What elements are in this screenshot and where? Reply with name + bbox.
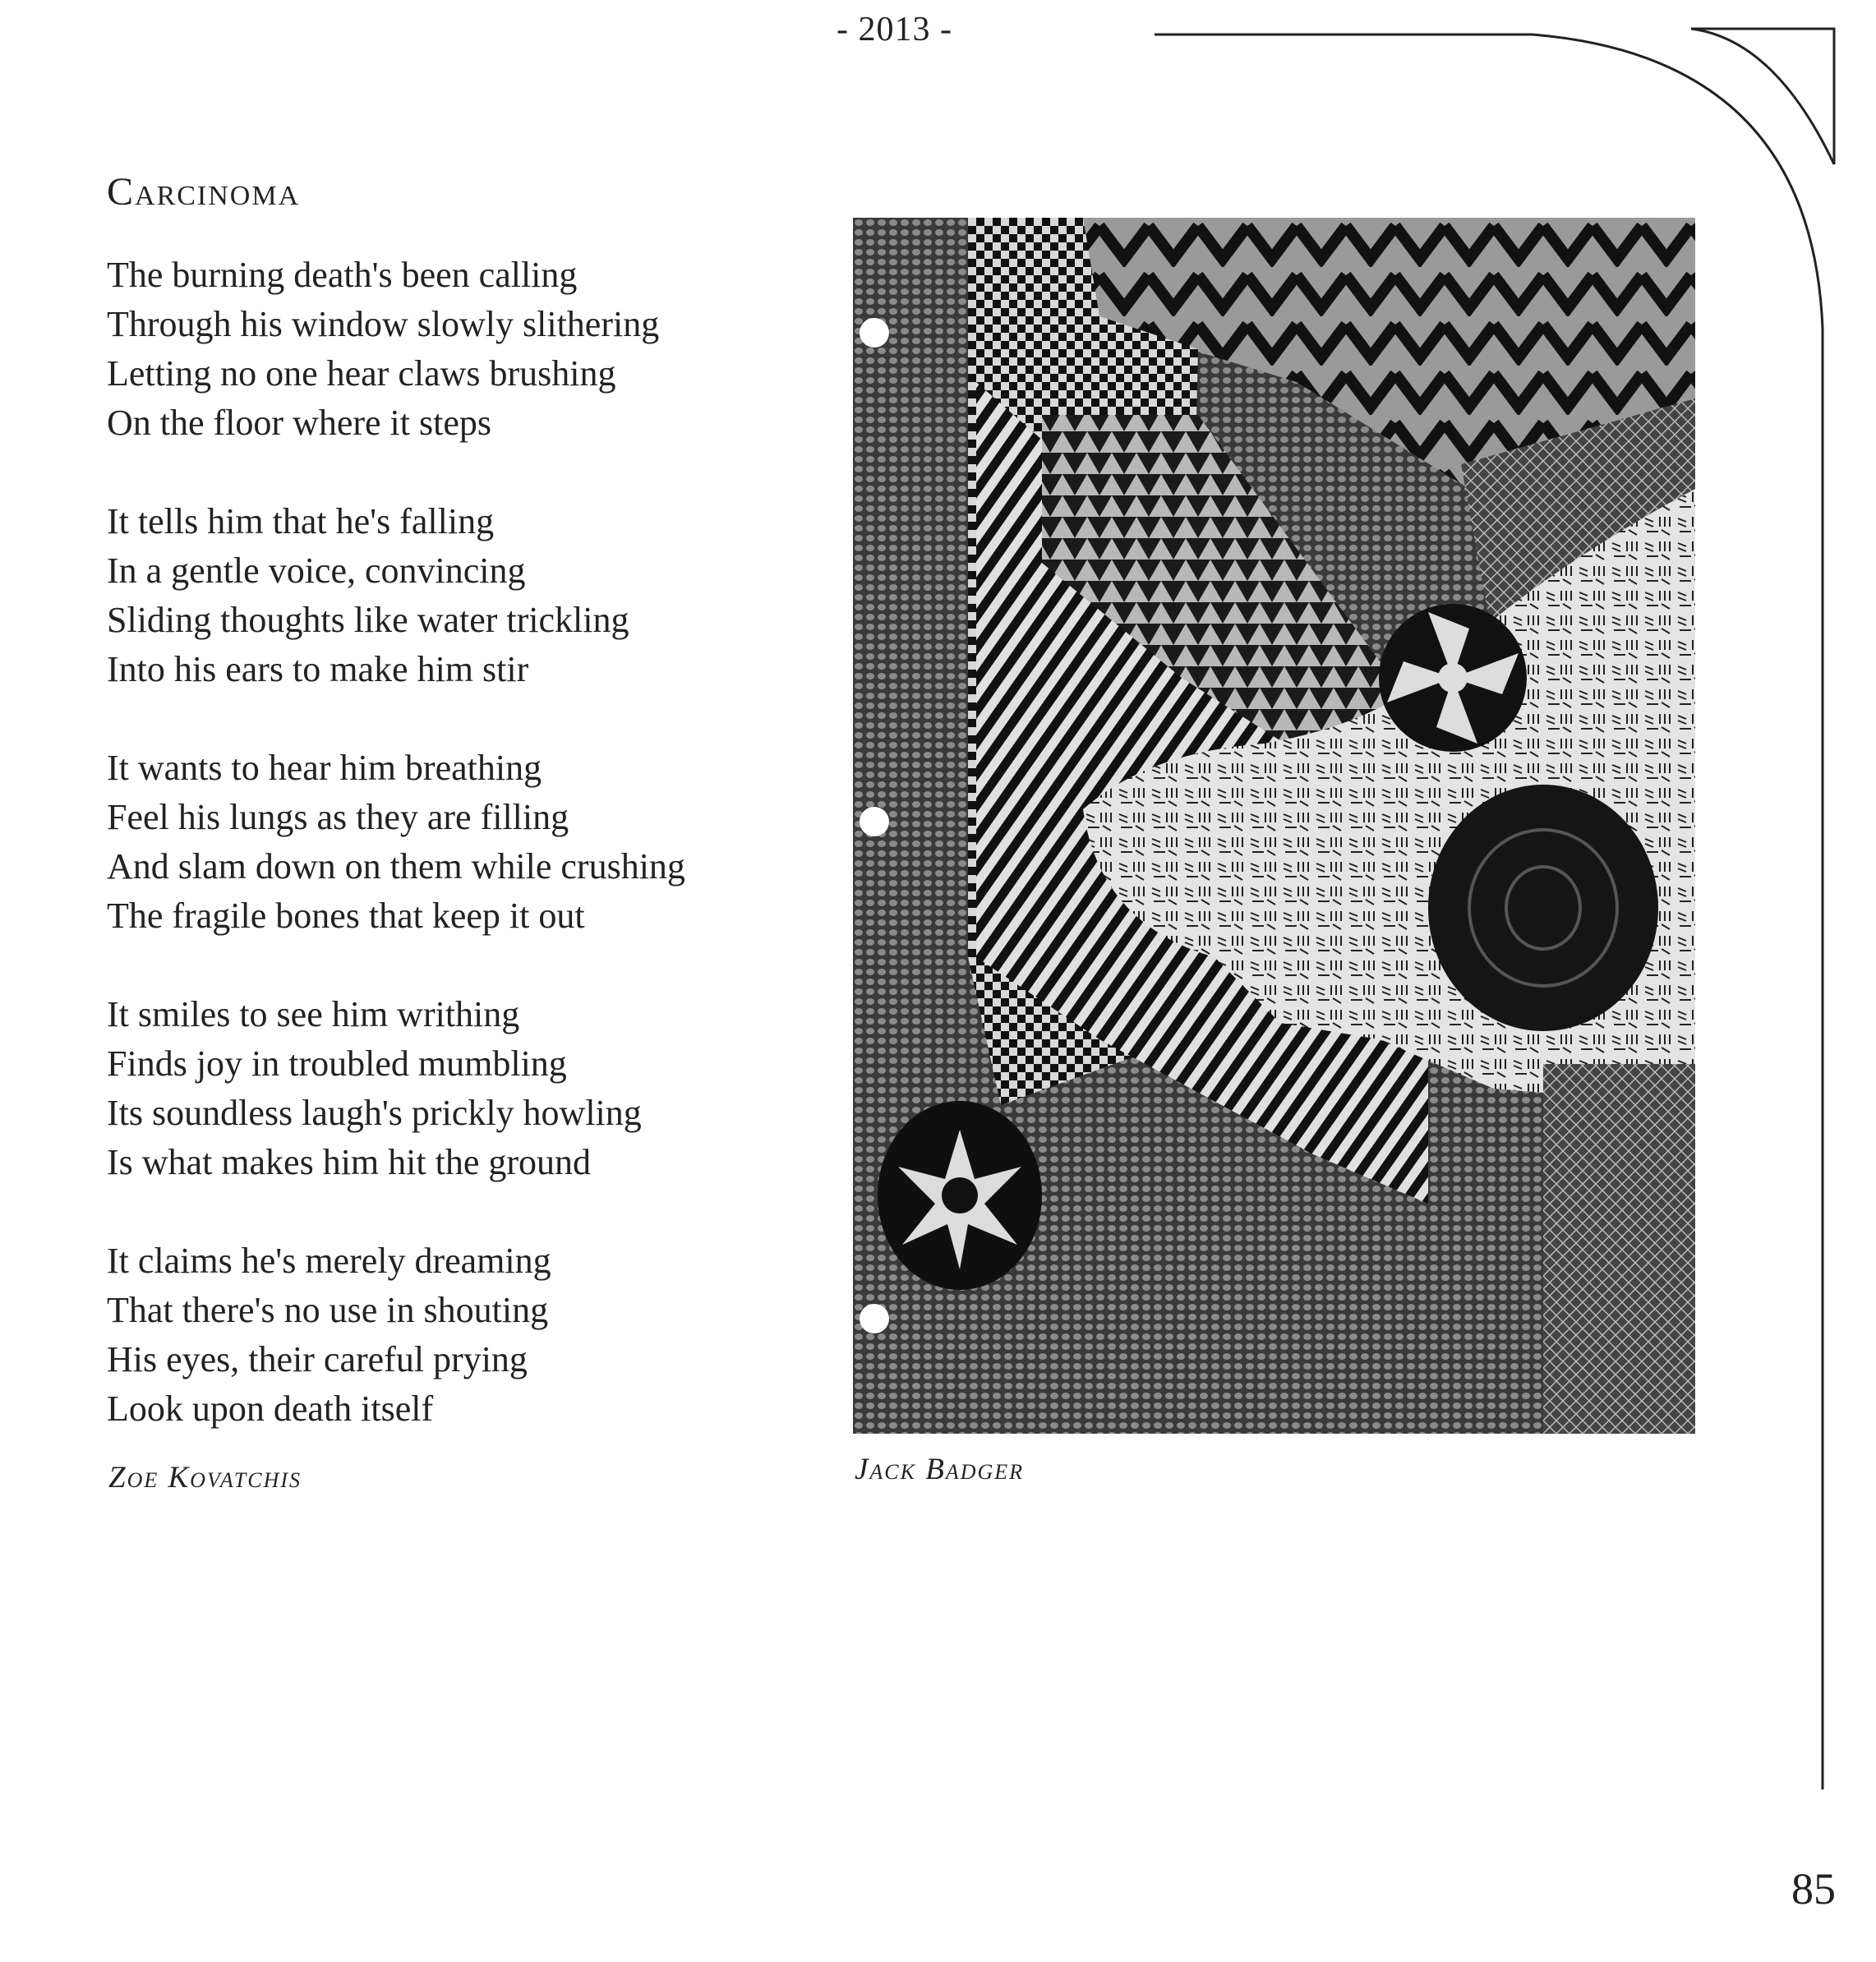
poem-line: On the floor where it steps <box>107 403 491 443</box>
poem-line: And slam down on them while crushing <box>107 846 685 887</box>
poem-line: Through his window slowly slithering <box>107 304 660 344</box>
poem-line: It smiles to see him writhing <box>107 994 520 1034</box>
poem-line: The fragile bones that keep it out <box>107 896 585 936</box>
stanza <box>107 497 846 694</box>
poem-line: In a gentle voice, convincing <box>107 550 526 591</box>
poem-author: Zoe Kovatchis <box>108 1461 302 1495</box>
page-number: 85 <box>1791 1864 1836 1914</box>
artwork-image <box>853 218 1695 1434</box>
poem-line: Look upon death itself <box>107 1389 434 1429</box>
poem-line: Into his ears to make him stir <box>107 649 529 689</box>
stanza <box>107 744 846 941</box>
poem-line: Finds joy in troubled mumbling <box>107 1043 567 1084</box>
stanza <box>107 1237 846 1434</box>
poem-line: Is what makes him hit the ground <box>107 1142 592 1182</box>
poem-line: Letting no one hear claws brushing <box>107 353 616 394</box>
poem-line: Sliding thoughts like water trickling <box>107 600 629 640</box>
poem-line: Feel his lungs as they are filling <box>107 797 569 837</box>
ink-pattern-drawing-icon <box>853 218 1695 1434</box>
poem-line: That there's no use in shouting <box>107 1290 549 1330</box>
poem-line: Its soundless laugh's prickly howling <box>107 1093 642 1133</box>
poem-title: Carcinoma <box>107 170 301 214</box>
artwork-artist: Jack Badger <box>855 1453 1025 1486</box>
poem-line: It claims he's merely dreaming <box>107 1241 551 1281</box>
poem-line: The burning death's been calling <box>107 255 578 295</box>
poem-line: His eyes, their careful prying <box>107 1339 528 1379</box>
stanza <box>107 251 846 448</box>
stanza <box>107 990 846 1187</box>
poem-line: It wants to hear him breathing <box>107 748 542 788</box>
poem-body <box>107 251 846 1483</box>
year-header: - 2013 - <box>837 11 952 48</box>
poem-line: It tells him that he's falling <box>107 501 495 541</box>
